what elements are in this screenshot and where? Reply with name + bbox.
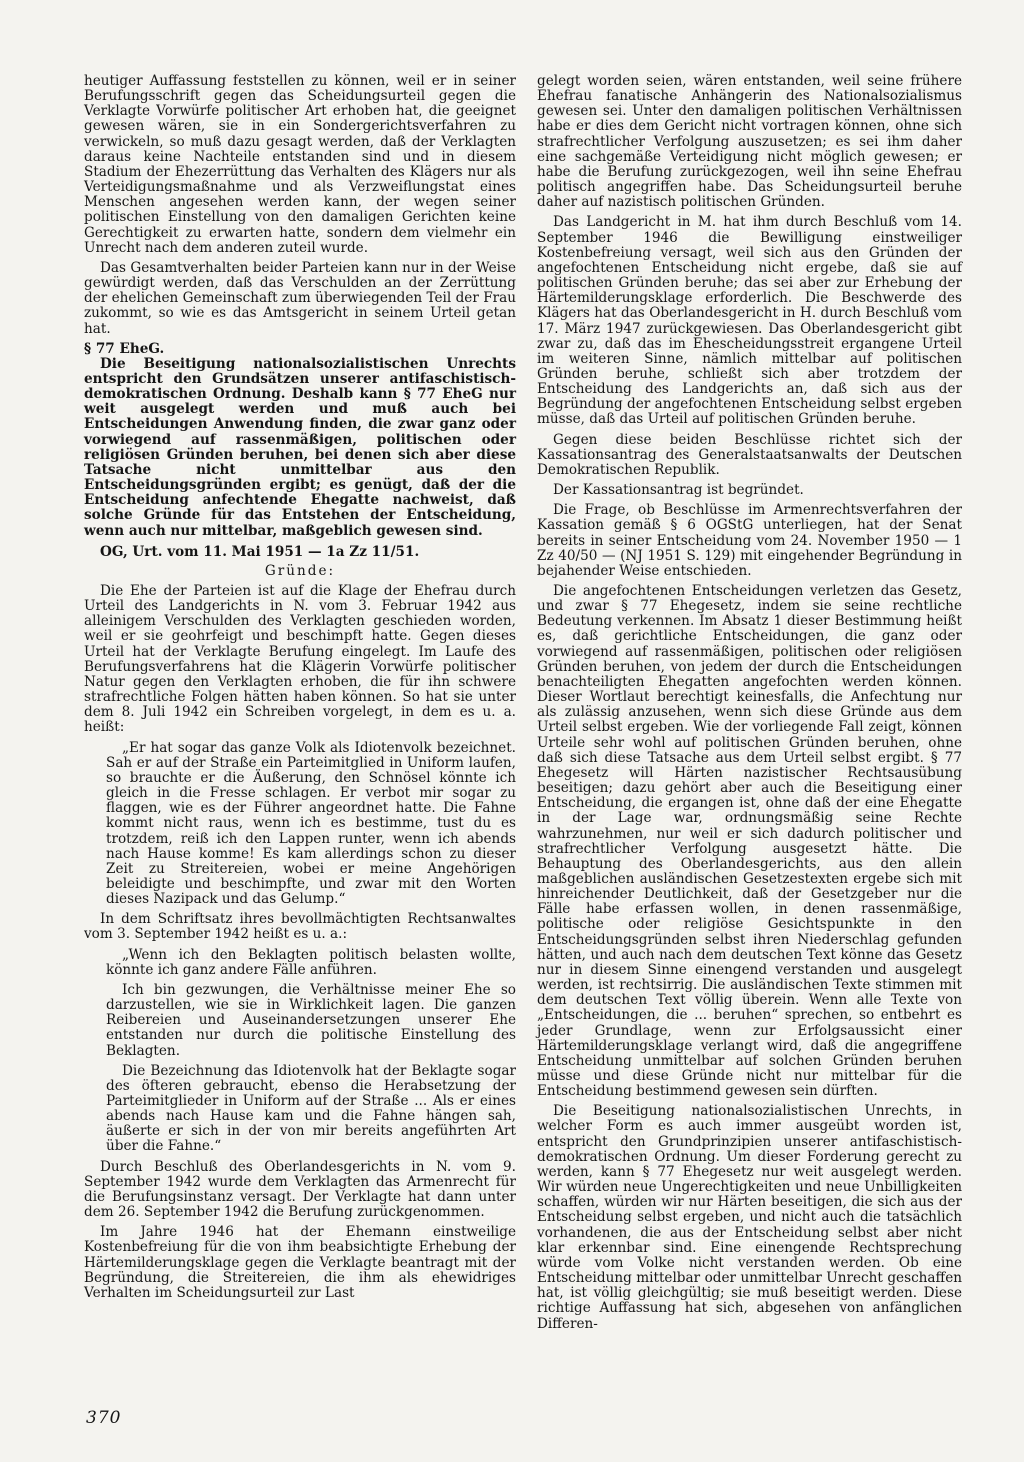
quotation: Ich bin gezwungen, die Verhältnisse meiner Ehe so darzustellen, wie sie in Wirklichkeit lagen. Die ganzen Reibereien und Auseinandersetzungen unserer Ehe entstanden nur durch die politische Einstellung des Beklagten.: [106, 981, 516, 1059]
headnote: Die Beseitigung nationalsozialistischen Unrechts entspricht den Grundsätzen unserer antifaschistisch-demokratischen Ordnung. Deshalb kann § 77 EheG nur weit ausgelegt werden und muß auch bei Entscheidungen Anwendung finden, die zwar ganz oder vorwiegend auf rassenmäßigen, politischen oder religiösen Gründen beruhen, bei denen sich aber diese Tatsache nicht unmittelbar aus den Entscheidungsgründen ergibt; es genügt, daß der die Entscheidung anfechtende Ehegatte nachweist, daß solche Gründe für das Entstehen der Entscheidung, wenn auch nur mittelbar, maßgeblich gewesen sind.: [84, 355, 516, 539]
paragraph: heutiger Auffassung feststellen zu können, weil er in seiner Berufungsschrift gegen das Scheidungsurteil gegen die Verklagte Vorwürfe politischer Art erhoben hat, die geeignet gewesen wären, sie in ein Sondergerichtsverfahren zu verwickeln, so muß dazu gesagt werden, daß der Verklagten daraus keine Nachteile entstanden sind und in diesem Stadium der Ehezerrüttung das Verhalten des Klägers nur als Verteidigungsmaßnahme und als Verzweiflungstat eines Menschen angesehen werden kann, der wegen seiner politischen Einstellung von den damaligen Gerichten keine Gerechtigkeit zu erwarten hatte, sondern dem vielmehr ein Unrecht nach dem anderen zuteil wurde.: [84, 73, 516, 256]
paragraph: Die Frage, ob Beschlüsse im Armenrechtsverfahren der Kassation gemäß § 6 OGStG unterliegen, hat der Senat bereits in seiner Entscheidung vom 24. November 1950 — 1 Zz 40/50 — (NJ 1951 S. 129) mit eingehender Begründung in bejahender Weise entschieden.: [537, 502, 962, 579]
page-number: 370: [86, 1408, 122, 1428]
paragraph: Die angefochtenen Entscheidungen verletzen das Gesetz, und zwar § 77 Ehegesetz, indem sie seine rechtliche Bedeutung verkennen. Im Absatz 1 dieser Bestimmung heißt es, daß gerichtliche Entscheidungen, die ganz oder vorwiegend auf rassenmäßigen, politischen oder religiösen Gründen beruhen, von jedem der durch die Entscheidungen benachteiligten Ehegatten angefochten werden können. Dieser Wortlaut berechtigt keinesfalls, die Anfechtung nur als zulässig anzusehen, wenn sich diese Gründe aus dem Urteil selbst ergeben. Wie der vorliegende Fall zeigt, können Urteile sehr wohl auf politischen Gründen beruhen, ohne daß sich diese Tatsache aus dem Urteil selbst ergibt. § 77 Ehegesetz will Härten nazistischer Rechtsausübung beseitigen; dazu gehört aber auch die Beseitigung einer Entscheidung, die ergangen ist, ohne daß der eine Ehegatte in der Lage war, ordnungsmäßig seine Rechte wahrzunehmen, nur weil er sich dadurch politischer und strafrechtlicher Verfolgung ausgesetzt hätte. Die Behauptung des Oberlandesgerichts, aus den allein maßgeblichen ausländischen Gesetzestexten ergebe sich mit hinreichender Deutlichkeit, daß der Gesetzgeber nur die Fälle habe erfassen wollen, in denen rassenmäßige, politische oder religiöse Gesichtspunkte in den Entscheidungsgründen selbst ihren Niederschlag gefunden hätten, und auch nach dem deutschen Text könne das Gesetz nur in diesem Sinne einengend verstanden und ausgelegt werden, ist rechtsirrig. Die ausländischen Texte stimmen mit dem deutschen Text völlig überein. Wenn alle Texte von „Entscheidungen, die ... beruhen“ sprechen, so entbehrt es jeder Grundlage, wenn zur Erfolgsaussicht einer Härtemilderungsklage verlangt wird, daß die angegriffene Entscheidung unmittelbar auf solchen Gründen beruhen müsse und diese Gründe nicht nur mittelbar für die Entscheidung bestimmend gewesen sein dürften.: [537, 583, 962, 1100]
paragraph: Die Ehe der Parteien ist auf die Klage der Ehefrau durch Urteil des Landgerichts in N. vom 3. Februar 1942 aus alleinigem Verschulden des Verklagten geschieden worden, weil er sie geohrfeigt und beschimpft hatte. Gegen dieses Urteil hat der Verklagte Berufung eingelegt. Im Laufe des Berufungsverfahrens hat die Klägerin Vorwürfe politischer Natur gegen den Verklagten erhoben, die für ihn schwere strafrechtliche Folgen hätten haben können. So hat sie unter dem 8. Juli 1942 ein Schreiben vorgelegt, in dem es u. a. heißt:: [84, 583, 516, 736]
paragraph: Die Beseitigung nationalsozialistischen Unrechts, in welcher Form es auch immer ausgeübt worden ist, entspricht den Grundprinzipien unserer antifaschistisch-demokratischen Ordnung. Um dieser Forderung gerecht zu werden, kann § 77 Ehegesetz nur weit ausgelegt werden. Wir würden neue Ungerechtigkeiten und neue Unbilligkeiten schaffen, würden wir nur Härten beseitigen, die sich aus der Entscheidung selbst ergeben, und nicht auch die tatsächlich vorhandenen, die aus der Entscheidung selbst aber nicht klar erkennbar sind. Eine einengende Rechtsprechung würde vom Volke nicht verstanden werden. Ob eine Entscheidung mittelbar oder unmittelbar Unrecht geschaffen hat, ist völlig gleichgültig; sie muß beseitigt werden. Diese richtige Auffassung hat sich, abgesehen von anfänglichen Differen-: [537, 1103, 962, 1332]
reasons-heading: Gründe:: [264, 562, 336, 579]
court-citation: OG, Urt. vom 11. Mai 1951 — 1a Zz 11/51.: [100, 543, 420, 560]
paragraph: Das Gesamtverhalten beider Parteien kann nur in der Weise gewürdigt werden, daß das Verschulden an der Zerrüttung der ehelichen Gemeinschaft zum überwiegenden Teil der Frau zukommt, so wie es das Amtsgericht in seinem Urteil getan hat.: [84, 259, 516, 337]
paragraph: gelegt worden seien, wären entstanden, weil seine frühere Ehefrau fanatische Anhängerin des Nationalsozialismus gewesen sei. Unter den damaligen politischen Verhältnissen habe er dies dem Gericht nicht vortragen können, ohne sich strafrechtlicher Verfolgung auszusetzen; es sei ihm daher eine sachgemäße Verteidigung nicht möglich gewesen; er habe die Berufung zurückgezogen, weil ihn seine Ehefrau politisch angegriffen habe. Das Scheidungsurteil beruhe daher auf nazistisch politischen Gründen.: [537, 73, 962, 211]
quotation: „Er hat sogar das ganze Volk als Idiotenvolk bezeichnet. Sah er auf der Straße ein Parteimitglied in Uniform laufen, so brauchte er die Äußerung, den Schnösel könnte ich gleich in die Fresse schlagen. Er verbot mir sogar zu flaggen, wie es der Führer angeordnet hatte. Die Fahne kommt nicht raus, wenn ich es bestimme, tust du es trotzdem, reiß ich den Lappen runter, wenn ich abends nach Hause komme! Es kam allerdings schon zu dieser Zeit zu Streitereien, wobei er meine Angehörigen beleidigte und beschimpfte, und zwar mit den Worten dieses Nazipack und das Gelump.“: [106, 739, 516, 908]
paragraph: Im Jahre 1946 hat der Ehemann einstweilige Kostenbefreiung für die von ihm beabsichtigte Erhebung der Härtemilderungsklage gegen die Verklagte beantragt mit der Begründung, die Streitereien, die ihm als ehewidriges Verhalten im Scheidungsurteil zur Last: [84, 1224, 516, 1301]
paragraph: Das Landgericht in M. hat ihm durch Beschluß vom 14. September 1946 die Bewilligung einstweiliger Kostenbefreiung versagt, weil sich aus den Gründen der angefochtenen Entscheidung nicht ergebe, daß sie auf politischen Gründen beruhe; das sei aber zur Erhebung der Härtemilderungsklage erforderlich. Die Beschwerde des Klägers hat das Oberlandesgericht in H. durch Beschluß vom 17. März 1947 zurückgewiesen. Das Oberlandesgericht gibt zwar zu, daß das im Ehescheidungsstreit ergangene Urteil im weiteren Sinne, nämlich mittelbar auf politischen Gründen beruhe, schließt sich aber trotzdem der Entscheidung des Landgerichts an, daß sich aus der Begründung der angefochtenen Entscheidung selbst ergeben müsse, daß das Urteil auf politischen Gründen beruhe.: [537, 214, 962, 428]
paragraph: Durch Beschluß des Oberlandesgerichts in N. vom 9. September 1942 wurde dem Verklagten das Armenrecht für die Berufungsinstanz versagt. Der Verklagte hat dann unter dem 26. September 1942 die Berufung zurückgenommen.: [84, 1158, 516, 1221]
quotation: „Wenn ich den Beklagten politisch belasten wollte, könnte ich ganz andere Fälle anführen.: [106, 946, 516, 978]
paragraph: In dem Schriftsatz ihres bevollmächtigten Rechtsanwaltes vom 3. September 1942 heißt es u. a.:: [84, 911, 516, 943]
right-column: [537, 74, 962, 1332]
section-heading: § 77 EheG.: [84, 340, 165, 357]
paragraph: Der Kassationsantrag ist begründet.: [553, 482, 804, 499]
left-column: [84, 74, 516, 1301]
paragraph: Gegen diese beiden Beschlüsse richtet sich der Kassationsantrag des Generalstaatsanwalts der Deutschen Demokratischen Republik.: [537, 431, 962, 478]
quotation: Die Bezeichnung das Idiotenvolk hat der Beklagte sogar des öfteren gebraucht, ebenso die Herabsetzung der Parteimitglieder in Uniform auf der Straße ... Als er eines abends nach Hause kam und die Fahne hängen sah, äußerte er sich in der von mir bereits angeführten Art über die Fahne.“: [106, 1062, 516, 1155]
